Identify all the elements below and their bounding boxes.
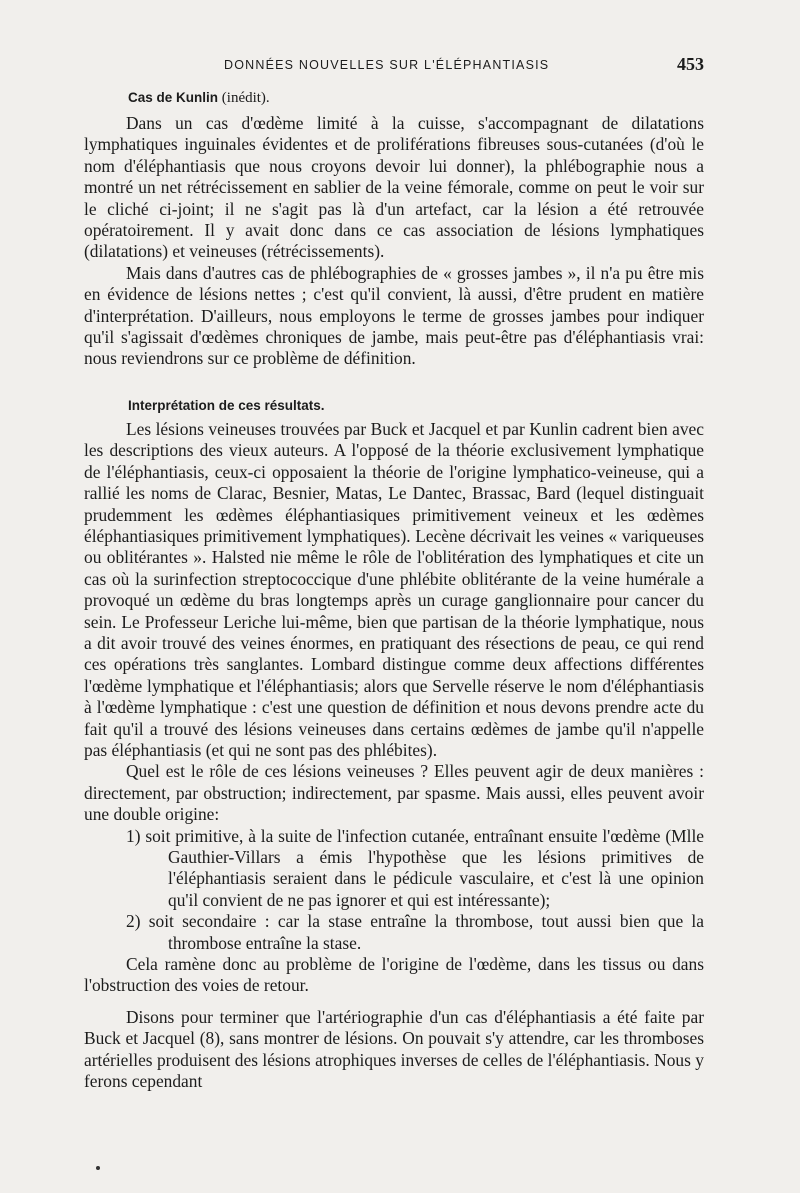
paragraph: Quel est le rôle de ces lésions veineuses ? Elles peuvent agir de deux manières : directement, par obstruction; indirectement, par spasme. Mais aussi, elles peuvent avoir une double origine: — [84, 761, 704, 825]
paragraph: Disons pour terminer que l'artériographie d'un cas d'éléphantiasis a été faite par Buck et Jacquel (8), sans montrer de lésions. On pouvait s'y attendre, car les thromboses artérielles produisent des lésions atrophiques inverses de celles de l'éléphantiasis. Nous y ferons cependant — [84, 1006, 704, 1092]
page-header — [84, 52, 704, 82]
section-heading-text: Cas de Kunlin — [128, 90, 219, 105]
list-item: 1) soit primitive, à la suite de l'infection cutanée, entraînant ensuite l'œdème (Mlle Gauthier-Villars a émis l'hypothèse que les lésions primitives de l'éléphantiasis seraient dans le pédicule vasculaire, et c'est là une opinion qu'il convient de ne pas ignorer et qui est intéressante); — [126, 825, 704, 910]
ink-speck — [96, 1166, 100, 1170]
paragraph: Dans un cas d'œdème limité à la cuisse, s'accompagnant de dilatations lymphatiques inguinales évidentes et de proliférations fibreuses sous-cutanées (d'où le nom d'éléphantiasis que nous croyons devoir lui donner), la phlébographie nous a montré un net rétrécissement en sablier de la veine fémorale, comme on peut le voir sur le cliché ci-joint; il ne s'agit pas là d'un artefact, car la lésion a été retrouvée opératoirement. Il y avait donc dans ce cas association de lésions lymphatiques (dilatations) et veineuses (rétrécissements). — [84, 113, 704, 262]
paragraph: Mais dans d'autres cas de phlébographies de « grosses jambes », il n'a pu être mis en évidence de lésions nettes ; c'est qu'il convient, là aussi, d'être prudent en matière d'interprétation. D'ailleurs, nous employons le terme de grosses jambes pour indiquer qu'il s'agissait d'œdèmes chroniques de jambe, mais peut-être pas d'éléphantiasis vrai: nous reviendrons sur ce problème de définition. — [84, 262, 704, 369]
page-number: 453 — [677, 54, 704, 74]
section-heading-kunlin — [128, 90, 704, 107]
paragraph: Les lésions veineuses trouvées par Buck et Jacquel et par Kunlin cadrent bien avec les descriptions des vieux auteurs. A l'opposé de la théorie exclusivement lymphatique de l'éléphantiasis, ceux-ci opposaient la théorie de l'origine lymphatico-veineuse, qui a rallié les noms de Clarac, Besnier, Matas, Le Dantec, Brassac, Bard (lequel distinguait prudemment les œdèmes éléphantiasiques primitivement veineux et les œdèmes éléphantiasiques primitivement lymphatiques). Lecène décrivait les veines « variqueuses ou oblitérantes ». Halsted nie même le rôle de l'oblitération des lymphatiques et cite un cas où la surinfection streptococcique d'une phlébite oblitérante de la veine humérale a provoqué un œdème du bras longtemps après un curage ganglionnaire pour cancer du sein. Le Professeur Leriche lui-même, bien que partisan de la théorie lymphatique, nous a dit avoir trouvé des veines énormes, en pratiquant des résections de peau, ce qui rend ces opérations très sanglantes. Lombard distingue comme deux affections différentes l'œdème lymphatique et l'éléphantiasis; alors que Servelle réserve le nom d'éléphantiasis à l'œdème lymphatique : c'est une question de définition et nous devons prendre acte du fait qu'il a trouvé des lésions veineuses dans certains œdèmes de jambe qu'il n'appelle pas éléphantiasis (et qui ne sont pas des phlébites). — [84, 418, 704, 760]
running-title: DONNÉES NOUVELLES SUR L'ÉLÉPHANTIASIS — [224, 58, 550, 72]
section-heading-note: (inédit). — [221, 90, 270, 106]
list-item: 2) soit secondaire : car la stase entraîne la thrombose, tout aussi bien que la thrombose entraîne la stase. — [126, 911, 704, 953]
section-heading-interpretation: Interprétation de ces résultats. — [128, 397, 325, 413]
document-page — [84, 52, 704, 1092]
paragraph: Cela ramène donc au problème de l'origine de l'œdème, dans les tissus ou dans l'obstruction des voies de retour. — [84, 954, 704, 996]
